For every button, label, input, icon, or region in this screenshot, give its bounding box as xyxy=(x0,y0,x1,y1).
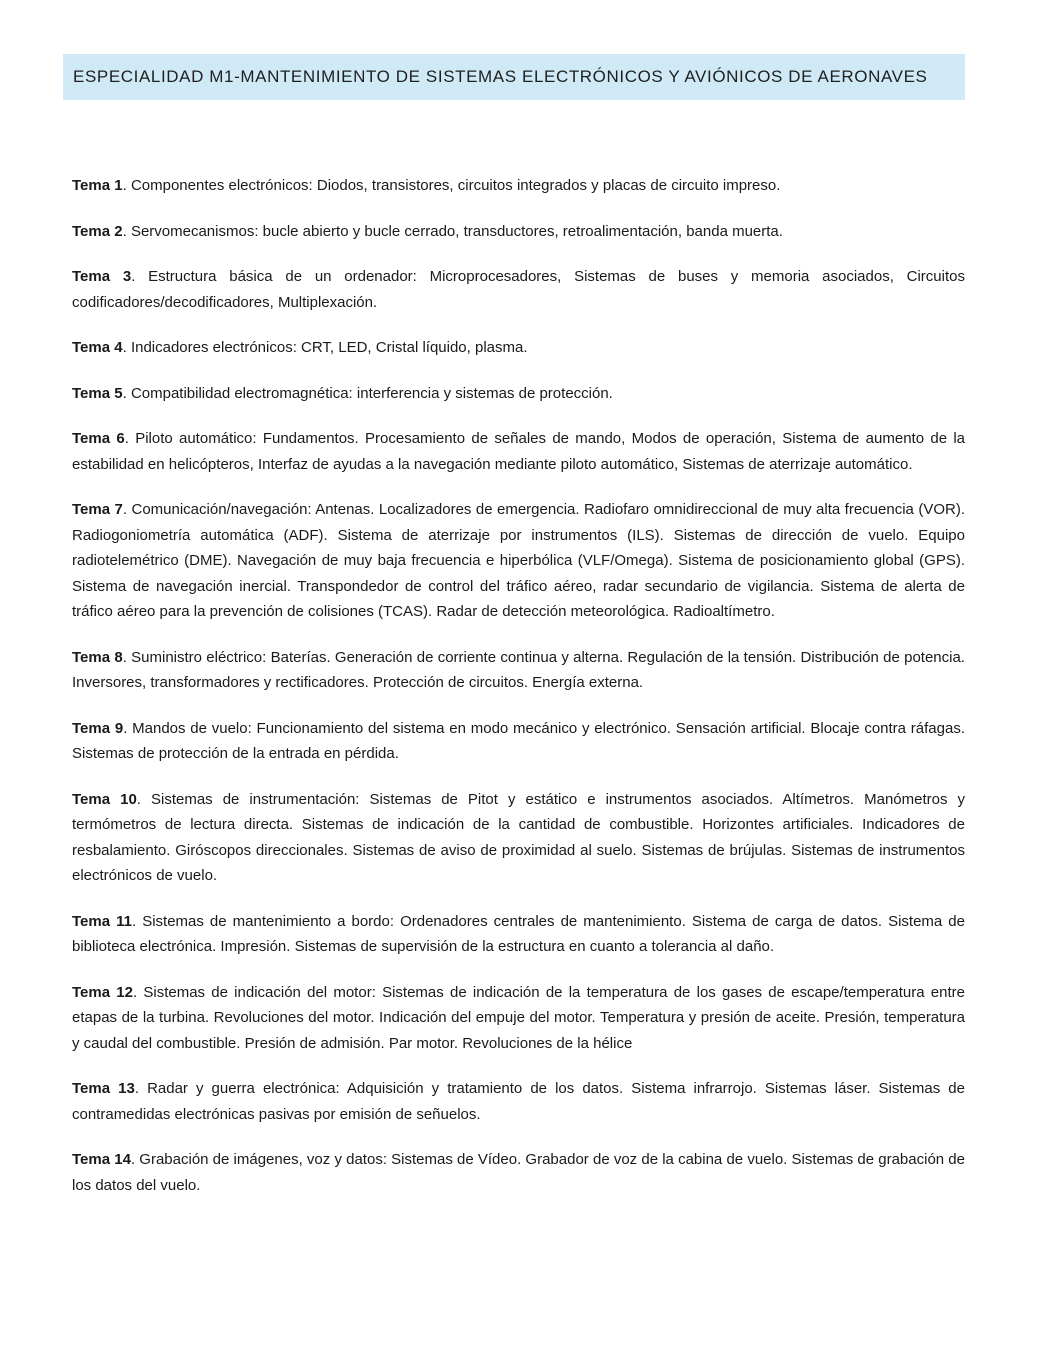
topic-separator: . xyxy=(131,268,149,285)
topic-text: Mandos de vuelo: Funcionamiento del sistema en modo mecánico y electrónico. Sensación artificial. Blocaje contra ráfagas. Sistemas de protección de la entrada en pérdida. xyxy=(72,719,965,762)
topic-item xyxy=(72,787,965,889)
topic-label: Tema 4 xyxy=(72,339,123,356)
topic-separator: . xyxy=(122,339,131,356)
topic-item xyxy=(72,497,965,625)
topic-label: Tema 7 xyxy=(72,501,123,518)
topic-item xyxy=(72,264,965,315)
topic-label: Tema 13 xyxy=(72,1080,135,1097)
topic-label: Tema 12 xyxy=(72,983,133,1001)
title-banner xyxy=(63,54,965,100)
topic-item xyxy=(72,335,965,361)
topic-separator: . xyxy=(136,790,151,808)
document-page xyxy=(0,54,1038,1198)
topic-separator: . xyxy=(130,1151,140,1168)
topic-separator: . xyxy=(122,222,131,240)
topic-text: Componentes electrónicos: Diodos, transistores, circuitos integrados y placas de circuito impreso. xyxy=(130,177,781,194)
topic-text: Suministro eléctrico: Baterías. Generación de corriente continua y alterna. Regulación de la tensión. Distribución de potencia. Inversores, transformadores y rectificadores. Protección de circuitos. Energía externa. xyxy=(72,648,965,691)
topic-label: Tema 10 xyxy=(72,790,137,808)
topic-separator: . xyxy=(122,177,131,194)
topic-separator: . xyxy=(132,983,144,1001)
page-title: ESPECIALIDAD M1-MANTENIMIENTO DE SISTEMAS ELECTRÓNICOS Y AVIÓNICOS DE AERONAVES xyxy=(73,67,928,86)
topic-text: Estructura básica de un ordenador: Microprocesadores, Sistemas de buses y memoria asociados, Circuitos codificadores/decodificadores, Multiplexación. xyxy=(72,268,965,311)
topic-item xyxy=(72,219,965,245)
topic-label: Tema 11 xyxy=(72,912,132,930)
topic-text: Sistemas de mantenimiento a bordo: Ordenadores centrales de mantenimiento. Sistema de carga de datos. Sistema de biblioteca electrónica. Impresión. Sistemas de supervisión de la estructura en cuanto a tolerancia al daño. xyxy=(72,912,965,955)
topic-separator: . xyxy=(123,719,133,737)
topic-separator: . xyxy=(122,648,132,666)
topic-label: Tema 9 xyxy=(72,719,124,737)
topic-item xyxy=(72,1147,965,1198)
topic-item xyxy=(72,645,965,696)
topic-label: Tema 3 xyxy=(72,268,132,285)
topic-item xyxy=(72,381,965,407)
topic-label: Tema 2 xyxy=(72,222,123,240)
topic-text: Indicadores electrónicos: CRT, LED, Cristal líquido, plasma. xyxy=(130,339,528,356)
topic-label: Tema 5 xyxy=(72,384,123,402)
topic-separator: . xyxy=(124,430,136,447)
topic-text: Comunicación/navegación: Antenas. Localizadores de emergencia. Radiofaro omnidireccional de muy alta frecuencia (VOR). Radiogoniometría automática (ADF). Sistema de aterrizaje por instrumentos (ILS). Sistemas de dirección de vuelo. Equipo radiotelemétrico (DME). Navegación de muy baja frecuencia e hiperbólica (VLF/Omega). Sistema de posicionamiento global (GPS). Sistema de navegación inercial. Transpondedor de control del tráfico aéreo, radar secundario de vigilancia. Sistema de alerta de tráfico aéreo para la prevención de colisiones (TCAS). Radar de detección meteorológica. Radioaltímetro. xyxy=(72,501,965,620)
topic-text: Servomecanismos: bucle abierto y bucle cerrado, transductores, retroalimentación, banda muerta. xyxy=(130,222,783,240)
topic-item xyxy=(72,1076,965,1127)
topic-separator: . xyxy=(134,1080,148,1097)
topic-list xyxy=(72,100,965,1198)
topic-label: Tema 14 xyxy=(72,1151,131,1168)
topic-item xyxy=(72,426,965,477)
topic-item xyxy=(72,980,965,1057)
topic-text: Compatibilidad electromagnética: interferencia y sistemas de protección. xyxy=(130,384,613,402)
topic-separator: . xyxy=(122,384,131,402)
topic-item xyxy=(72,716,965,767)
topic-item xyxy=(72,173,965,199)
topic-label: Tema 8 xyxy=(72,648,123,666)
topic-text: Sistemas de instrumentación: Sistemas de Pitot y estático e instrumentos asociados. Altímetros. Manómetros y termómetros de lectura directa. Sistemas de indicación de la cantidad de combustible. Horizontes artificiales. Indicadores de resbalamiento. Giróscopos direccionales. Sistemas de aviso de proximidad al suelo. Sistemas de brújulas. Sistemas de instrumentos electrónicos de vuelo. xyxy=(72,790,965,884)
topic-text: Piloto automático: Fundamentos. Procesamiento de señales de mando, Modos de operación, Sistema de aumento de la estabilidad en helicópteros, Interfaz de ayudas a la navegación mediante piloto automático, Sistemas de aterrizaje automático. xyxy=(72,430,965,473)
topic-text: Radar y guerra electrónica: Adquisición y tratamiento de los datos. Sistema infrarrojo. Sistemas láser. Sistemas de contramedidas electrónicas pasivas por emisión de señuelos. xyxy=(72,1080,965,1123)
topic-text: Grabación de imágenes, voz y datos: Sistemas de Vídeo. Grabador de voz de la cabina de vuelo. Sistemas de grabación de los datos del vuelo. xyxy=(72,1151,965,1194)
topic-label: Tema 1 xyxy=(72,177,123,194)
topic-separator: . xyxy=(131,912,143,930)
topic-separator: . xyxy=(122,501,132,518)
topic-label: Tema 6 xyxy=(72,430,125,447)
topic-item xyxy=(72,909,965,960)
topic-text: Sistemas de indicación del motor: Sistemas de indicación de la temperatura de los gases de escape/temperatura entre etapas de la turbina. Revoluciones del motor. Indicación del empuje del motor. Temperatura y presión de aceite. Presión, temperatura y caudal del combustible. Presión de admisión. Par motor. Revoluciones de la hélice xyxy=(72,983,965,1052)
